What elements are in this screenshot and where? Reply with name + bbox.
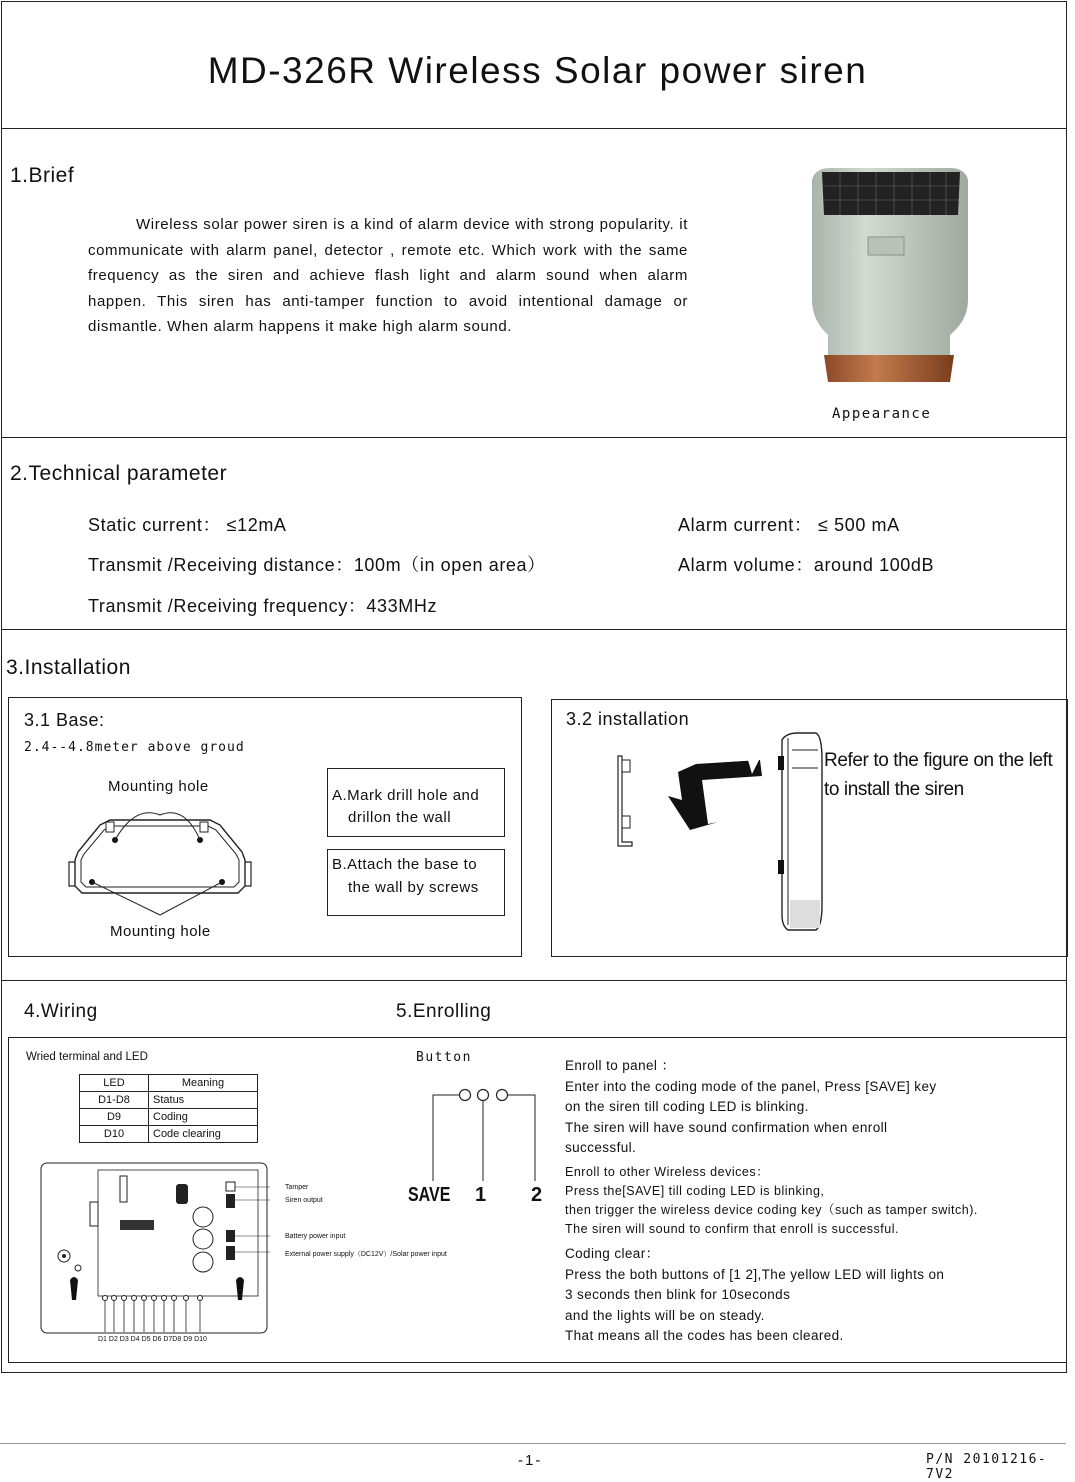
mounting-hole-bottom-label: Mounting hole [110, 923, 211, 940]
led-table [79, 1074, 258, 1143]
enroll-panel-line: The siren will have sound confirmation when enroll [565, 1119, 888, 1135]
page-title: MD-326R Wireless Solar power siren [207, 50, 868, 91]
enroll-panel-line: on the siren till coding LED is blinking. [565, 1099, 809, 1114]
tamper-label: Tamper [285, 1184, 309, 1191]
technical-heading: 2.Technical parameter [10, 462, 228, 485]
coding-clear-title: Coding clear： [565, 1246, 660, 1261]
base-title: 3.1 Base: [24, 710, 105, 730]
enroll-panel-line: successful. [565, 1140, 637, 1155]
wiring-heading: 4.Wiring [24, 1001, 98, 1022]
table-cell: Code clearing [149, 1126, 258, 1143]
enroll-other-line: Press the[SAVE] till coding LED is blinking, [565, 1184, 825, 1198]
enrolling-heading: 5.Enrolling [396, 1001, 492, 1022]
coding-clear-line: Press the both buttons of [1 2],The yellow LED will lights on [565, 1266, 945, 1282]
install-note-line1: Refer to the figure on the left [824, 750, 1053, 771]
install-note [824, 746, 1052, 804]
static-current: Static current： ≤12mA [88, 515, 287, 535]
table-cell: D10 [80, 1126, 149, 1143]
table-header-meaning: Meaning [149, 1075, 258, 1092]
appearance-caption: Appearance [832, 406, 932, 422]
base-height: 2.4--4.8meter above groud [24, 740, 245, 755]
receiving-distance: Transmit /Receiving distance：100m（in open area） [88, 555, 546, 575]
mounting-hole-top-label: Mounting hole [108, 778, 209, 795]
install-title: 3.2 installation [566, 709, 690, 729]
enroll-panel-section [565, 1056, 937, 1159]
step-a-line1: A.Mark drill hole and [332, 787, 480, 804]
button-label: Button [416, 1050, 472, 1065]
step-a-line2: drillon the wall [348, 809, 452, 826]
battery-label: Battery power input [285, 1233, 346, 1240]
install-note-line2: to install the siren [824, 779, 964, 800]
siren-appearance-image [800, 160, 980, 390]
divider [1, 629, 1067, 630]
buttons-diagram [425, 1085, 555, 1185]
table-cell: D1-D8 [80, 1092, 149, 1109]
enroll-other-title: Enroll to other Wireless devices： [565, 1165, 770, 1179]
install-diagram [610, 730, 830, 935]
button-2-label: 2 [531, 1184, 543, 1206]
installation-heading: 3.Installation [6, 656, 131, 679]
enroll-panel-line: Enter into the coding mode of the panel, Press [SAVE] key [565, 1078, 937, 1094]
footer-rule [0, 1443, 1066, 1444]
receiving-frequency: Transmit /Receiving frequency：433MHz [88, 596, 438, 616]
alarm-current: Alarm current： ≤ 500 mA [678, 515, 900, 535]
enroll-panel-title: Enroll to panel ： [565, 1058, 676, 1073]
part-number: P/N 20101216-7V2 [926, 1452, 1048, 1482]
coding-clear-line: 3 seconds then blink for 10seconds [565, 1287, 791, 1302]
terminal-title: Wried terminal and LED [26, 1051, 148, 1063]
table-cell: Status [149, 1092, 258, 1109]
brief-heading: 1.Brief [10, 164, 75, 187]
divider [1, 128, 1067, 129]
table-header-row [80, 1075, 258, 1092]
table-row [80, 1109, 258, 1126]
step-b-line2: the wall by screws [348, 879, 479, 896]
table-row [80, 1092, 258, 1109]
alarm-volume: Alarm volume：around 100dB [678, 555, 935, 575]
external-power-label: External power supply（DC12V）/Solar power input [285, 1251, 447, 1258]
table-cell: Coding [149, 1109, 258, 1126]
led-labels: D1 D2 D3 D4 D5 D6 D7D8 D9 D10 [98, 1336, 207, 1343]
save-button-label: SAVE [408, 1184, 451, 1206]
divider [1, 980, 1067, 981]
siren-output-label: Siren output [285, 1197, 323, 1204]
table-header-led: LED [80, 1075, 149, 1092]
brief-text [88, 212, 688, 340]
coding-clear-line: and the lights will be on steady. [565, 1307, 765, 1323]
coding-clear-section [565, 1244, 944, 1347]
divider [1, 437, 1067, 438]
base-plate-diagram [60, 790, 260, 920]
coding-clear-line: That means all the codes has been cleared. [565, 1328, 844, 1343]
step-b-line1: B.Attach the base to [332, 856, 478, 873]
enroll-other-section [565, 1163, 978, 1239]
table-cell: D9 [80, 1109, 149, 1126]
button-1-label: 1 [475, 1184, 487, 1206]
page-number: -1- [518, 1452, 543, 1469]
brief-paragraph: Wireless solar power siren is a kind of alarm device with strong popularity. it communicate with alarm panel, detector , remote etc. Which work with the same frequency as the siren and achieve flash light and alarm sound when alarm happen. This siren has anti-tamper function to avoid intentional damage or dismantle. When alarm happens it make high alarm sound. [88, 216, 688, 336]
table-row [80, 1126, 258, 1143]
enroll-other-line: then trigger the wireless device coding key（such as tamper switch). [565, 1203, 978, 1217]
enroll-other-line: The siren will sound to confirm that enroll is successful. [565, 1222, 899, 1236]
circuit-board-diagram [40, 1162, 270, 1337]
